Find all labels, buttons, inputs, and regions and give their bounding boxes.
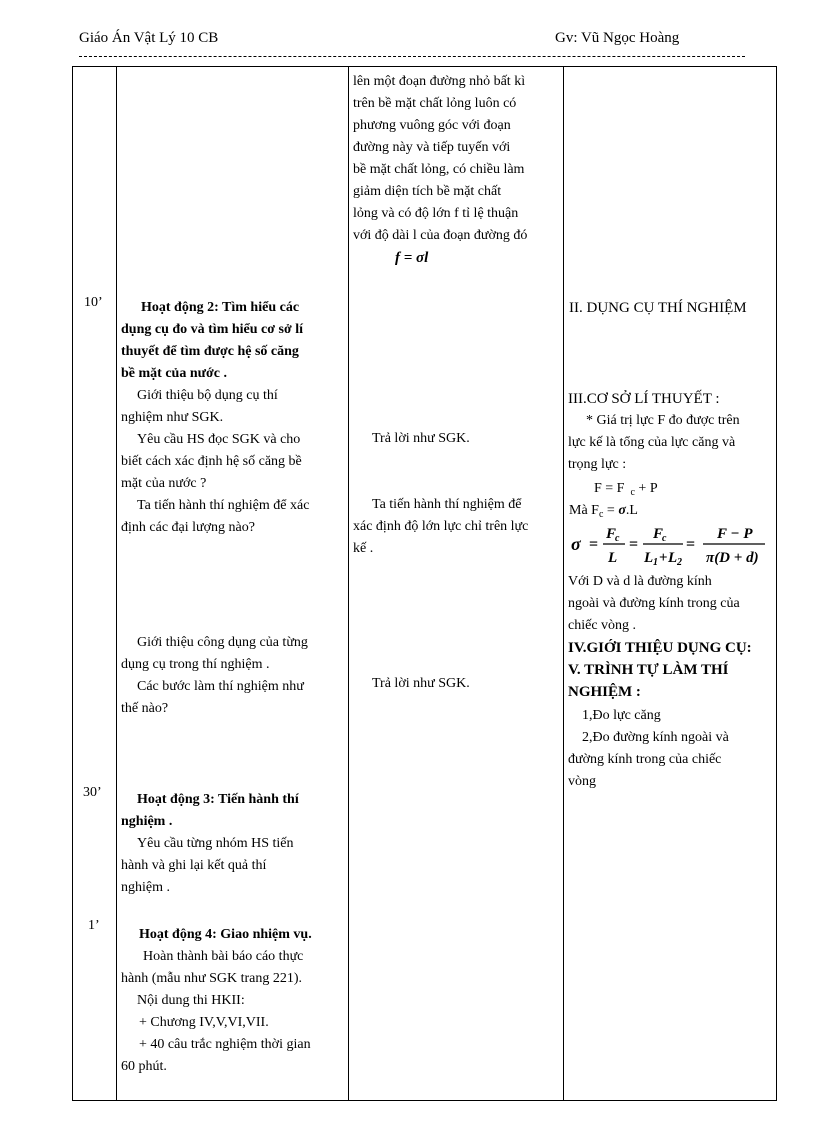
text-line: + Chương IV,V,VI,VII. — [139, 1015, 269, 1030]
eq-subscript: c — [598, 509, 604, 520]
text-line: Yêu cầu từng nhóm HS tiến — [137, 836, 294, 851]
activity-2 — [121, 297, 345, 539]
student-experiment — [353, 494, 563, 560]
text-line: biết cách xác định hệ số căng bề — [121, 454, 302, 469]
sigma-symbol: σ — [618, 503, 626, 518]
text-line: Yêu cầu HS đọc SGK và cho — [137, 432, 301, 447]
text-line: đường này và tiếp tuyến với — [353, 140, 511, 155]
eq-text: + P — [634, 481, 658, 496]
formula-num-1-sub: c — [615, 533, 620, 544]
column-divider-3 — [563, 66, 564, 1101]
section-4-5 — [568, 637, 776, 703]
section-5-heading: NGHIỆM : — [568, 684, 641, 700]
procedure-steps — [568, 705, 776, 793]
formula-den-2a-sub: 1 — [653, 557, 658, 568]
time-activity-2: 10’ — [84, 295, 103, 310]
formula-den-2b-sub: 2 — [677, 557, 682, 568]
text-line: Hoàn thành bài báo cáo thực — [143, 949, 304, 964]
text-line: bề mặt chất lỏng, có chiều làm — [353, 162, 525, 177]
text-line: trên bề mặt chất lỏng luôn có — [353, 96, 517, 111]
text-line: với độ dài l của đoạn đường đó — [353, 228, 528, 243]
text-line: Giới thiệu bộ dụng cụ thí — [137, 388, 278, 403]
text-line: mặt của nước ? — [121, 476, 207, 491]
text-line: xác định độ lớn lực chỉ trên lực — [353, 519, 529, 534]
text-line: đường kính trong của chiếc — [568, 752, 722, 767]
text-line: phương vuông góc với đoạn — [353, 118, 511, 133]
formula-den-3: π(D + d) — [706, 550, 759, 566]
activity-2-part-2 — [121, 632, 345, 720]
formula-num-3: F − P — [717, 526, 753, 542]
step-item: 2,Đo đường kính ngoài và — [582, 730, 729, 745]
text-line: giảm diện tích bề mặt chất — [353, 184, 502, 199]
header-divider — [79, 56, 745, 57]
formula-num-1: F — [606, 526, 617, 542]
student-answer-1: Trả lời như SGK. — [372, 431, 470, 446]
text-line: kế . — [353, 541, 374, 556]
surface-tension-formula — [569, 520, 774, 570]
section-3 — [568, 388, 776, 476]
text-line: * Giá trị lực F đo được trên — [586, 413, 740, 428]
text-line: lực kế là tổng của lực căng và — [568, 435, 736, 450]
activity-3-title: nghiệm . — [121, 814, 173, 829]
section-5-heading: V. TRÌNH TỰ LÀM THÍ — [568, 662, 729, 678]
text-line: trọng lực : — [568, 457, 627, 472]
text-line: Ta tiến hành thí nghiệm để xác — [137, 498, 310, 513]
activity-2-title: bề mặt của nước . — [121, 366, 227, 381]
text-line: Giới thiệu công dụng của từng — [137, 635, 308, 650]
text-line: hành và ghi lại kết quả thí — [121, 858, 267, 873]
eq-text: .L — [625, 503, 638, 518]
activity-2-title: dụng cụ đo và tìm hiểu cơ sở lí — [121, 322, 303, 337]
text-line: vòng — [568, 774, 596, 789]
text-line: ngoài và đường kính trong của — [568, 596, 740, 611]
activity-3-title: Hoạt động 3: Tiến hành thí — [137, 792, 299, 807]
diameter-note — [568, 571, 776, 637]
text-line: nghiệm như SGK. — [121, 410, 224, 425]
activity-3 — [121, 789, 345, 899]
formula-den-1: L — [608, 550, 618, 566]
time-activity-3: 30’ — [83, 785, 102, 800]
section-3-heading: III.CƠ SỞ LÍ THUYẾT : — [568, 391, 720, 407]
text-line: Nội dung thi HKII: — [137, 993, 245, 1008]
svg-text:=: = — [686, 536, 696, 553]
activity-4 — [121, 924, 345, 1078]
time-activity-4: 1’ — [88, 918, 100, 933]
formula-den-2b: L — [668, 550, 678, 566]
section-4-heading: IV.GIỚI THIỆU DỤNG CỤ: — [568, 640, 752, 656]
text-line: + 40 câu trắc nghiệm thời gian — [139, 1037, 311, 1052]
section-2-heading: II. DỤNG CỤ THÍ NGHIỆM — [569, 300, 747, 316]
text-line: 60 phút. — [121, 1059, 167, 1074]
formula-num-2: F — [653, 526, 664, 542]
svg-text:=: = — [629, 536, 639, 553]
text-line: Với D và d là đường kính — [568, 574, 712, 589]
activity-4-title: Hoạt động 4: Giao nhiệm vụ. — [139, 927, 312, 942]
header-right: Gv: Vũ Ngọc Hoàng — [555, 30, 680, 46]
formula-sigma: σ — [571, 534, 581, 554]
text-line: lỏng và có độ lớn f tỉ lệ thuận — [353, 206, 519, 221]
text-line: nghiệm . — [121, 880, 170, 895]
text-line: thế nào? — [121, 701, 169, 716]
student-answer-2: Trả lời như SGK. — [372, 676, 470, 691]
text-line: lên một đoạn đường nhỏ bất kì — [353, 74, 526, 89]
eq-subscript: c — [630, 487, 635, 498]
text-line: dụng cụ trong thí nghiệm . — [121, 657, 270, 672]
step-item: 1,Đo lực căng — [582, 708, 661, 723]
text-line: hành (mẫu như SGK trang 221). — [121, 971, 303, 986]
formula-f: f = σl — [395, 250, 429, 266]
surface-tension-definition — [353, 71, 563, 247]
svg-text:=: = — [589, 536, 599, 553]
column-divider-2 — [348, 66, 349, 1101]
activity-2-title: Hoạt động 2: Tìm hiểu các — [141, 300, 300, 315]
text-line: chiếc vòng . — [568, 618, 637, 633]
column-divider-1 — [116, 66, 117, 1101]
text-line: Các bước làm thí nghiệm như — [137, 679, 304, 694]
eq-text: Mà F — [569, 503, 599, 518]
activity-2-title: thuyết để tìm được hệ số căng — [121, 344, 299, 359]
formula-num-2-sub: c — [662, 533, 667, 544]
eq-text: = — [603, 503, 619, 518]
text-line: định các đại lượng nào? — [121, 520, 255, 535]
svg-text:+: + — [659, 550, 668, 566]
header-left: Giáo Án Vật Lý 10 CB — [79, 30, 219, 46]
eq-text: F = F — [594, 481, 625, 496]
formula-den-2a: L — [644, 550, 654, 566]
text-line: Ta tiến hành thí nghiệm để — [372, 497, 522, 512]
